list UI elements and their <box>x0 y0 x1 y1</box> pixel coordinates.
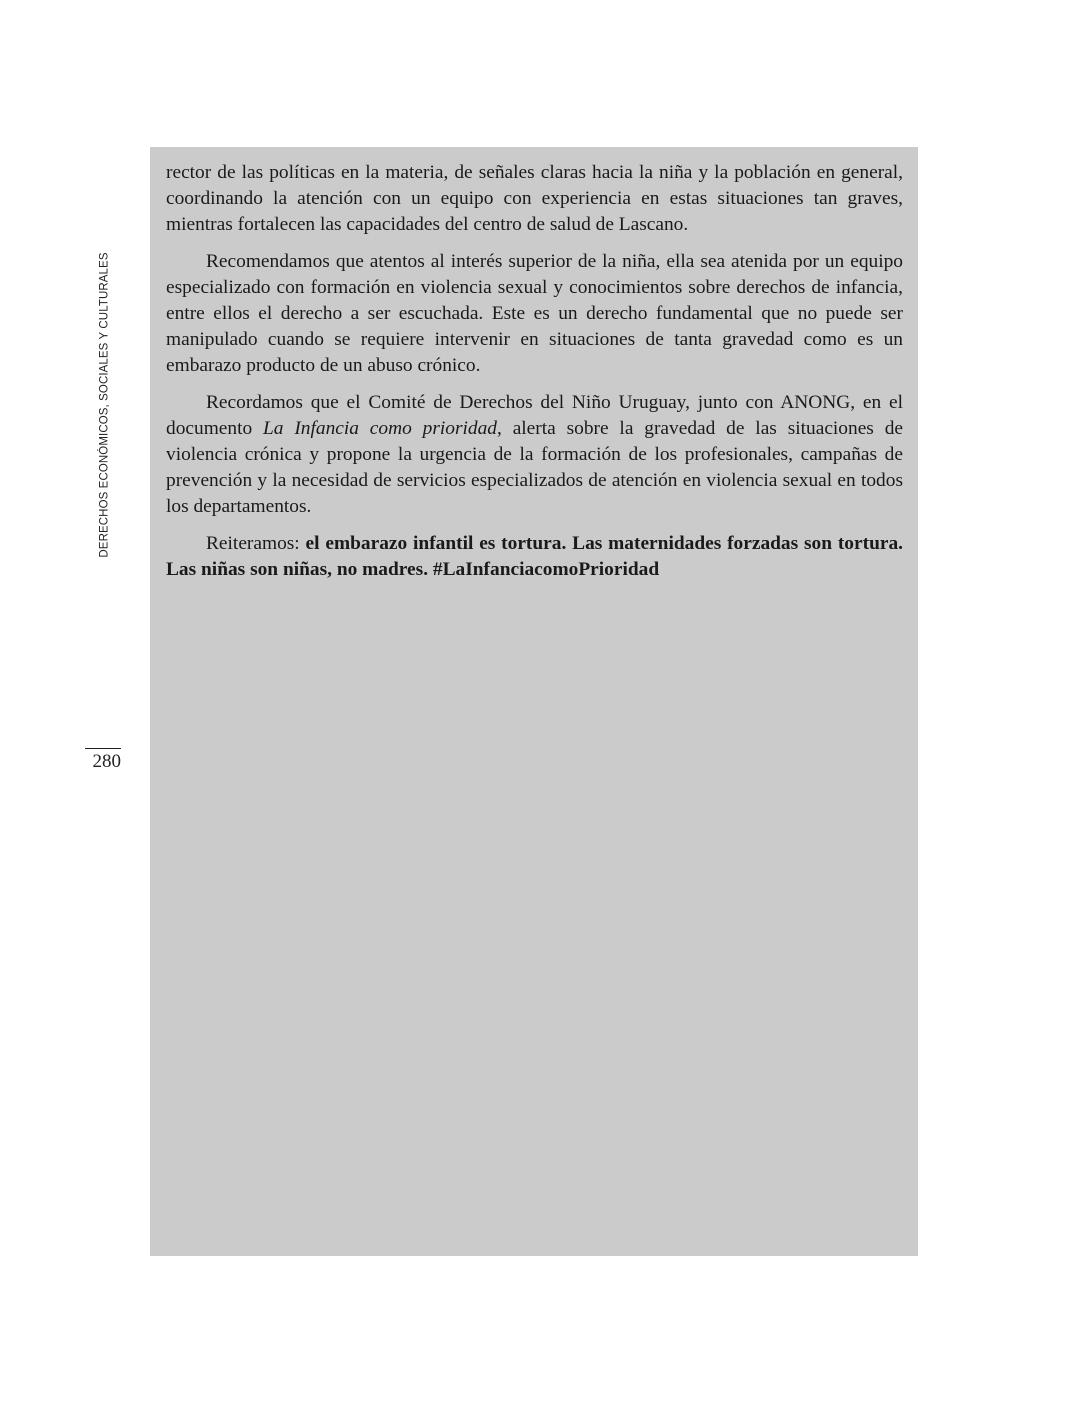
closing-statement: el embarazo infantil es tortura. Las maternidades forzadas son tortura. Las niñas son niñas, no madres. #LaInfanciacomoPrioridad <box>166 533 903 580</box>
running-header-text: DERECHOS ECONÓMICOS, SOCIALES Y CULTURALES <box>99 252 111 558</box>
paragraph-3 <box>166 390 903 520</box>
paragraph-2: Recomendamos que atentos al interés superior de la niña, ella sea atenida por un equipo especializado con formación en violencia sexual y conocimientos sobre derechos de infancia, entre ellos el derecho a ser escuchada. Este es un derecho fundamental que no puede ser manipulado cuando se requiere intervenir en situaciones de tanta gravedad como es un embarazo producto de un abuso crónico. <box>166 251 903 376</box>
paragraph-4-lead: Reiteramos: <box>206 533 306 554</box>
document-title: La Infancia como prioridad <box>263 418 497 439</box>
box-text <box>166 160 903 594</box>
paragraph-4 <box>166 531 903 583</box>
paragraph-3-rest: , alerta sobre la gravedad de las situaciones de violencia crónica y propone la urgencia de la formación de los profesionales, campañas de prevención y la necesidad de servicios especializados de atención en violencia sexual en todos los departamentos. <box>166 418 903 517</box>
running-header <box>85 245 125 565</box>
page-number: 280 <box>85 748 121 773</box>
paragraph-1: rector de las políticas en la materia, de señales claras hacia la niña y la población en general, coordinando la atención con un equipo con experiencia en estas situaciones tan graves, mientras fortalecen las capacidades del centro de salud de Lascano. <box>166 162 903 235</box>
paragraph-3-lead: Recordamos que el Comité de Derechos del Niño Uruguay, junto con ANONG, en el documento <box>166 392 903 439</box>
